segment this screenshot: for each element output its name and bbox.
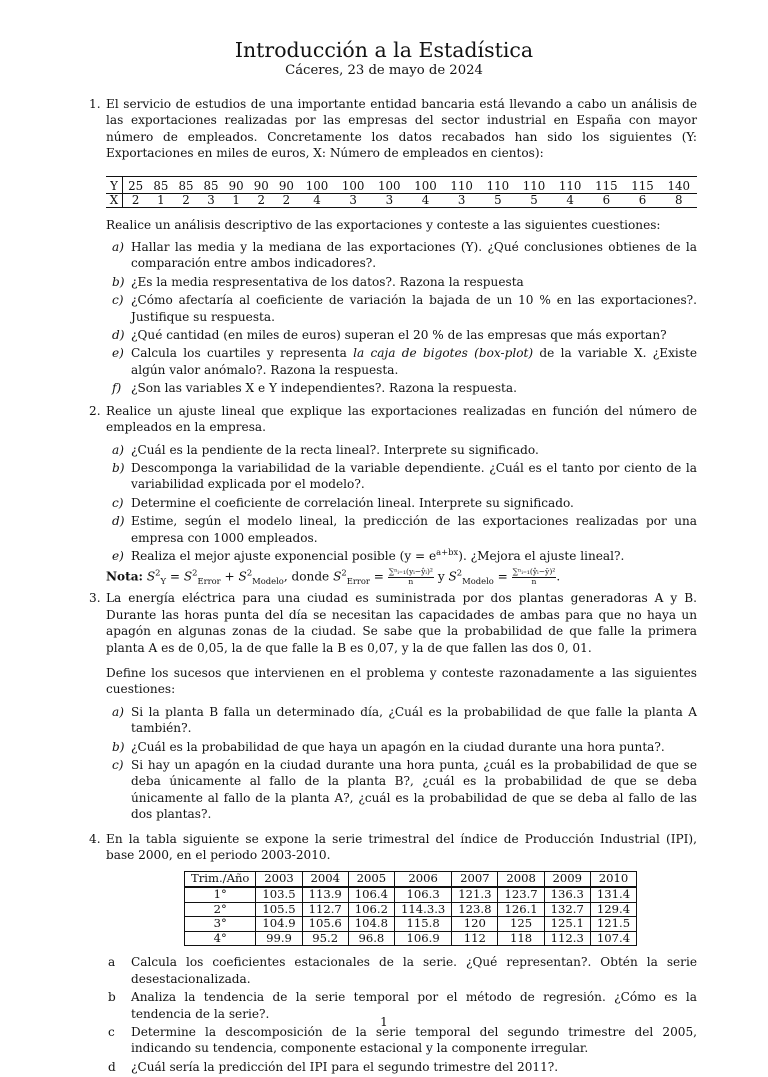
table-cell: 104.9 [256,917,302,932]
table-cell: 110 [552,176,588,193]
table-cell: 115 [624,176,660,193]
item-label: c [108,1025,115,1040]
item-text: ¿Son las variables X e Y independientes?. Razona la respuesta. [131,381,517,396]
table-cell: 2 [249,193,274,207]
item-label: a [108,955,116,970]
exam-content [83,96,697,1077]
table-cell: 3 [199,193,224,207]
list-item [106,345,697,378]
item-label: e) [112,346,124,361]
table-cell: 106.2 [348,902,394,917]
table-cell: 115 [588,176,624,193]
table-row [185,931,637,946]
table-cell: 90 [249,176,274,193]
item-label: d) [112,328,125,343]
table-cell: 110 [444,176,480,193]
table-row [106,176,697,193]
table-cell: 2 [274,193,299,207]
column-header: 2004 [302,872,348,887]
page-number: 1 [380,1015,388,1029]
item-text: Estime, según el modelo lineal, la predicción de las exportaciones realizadas por una empresa con 1000 empleados. [131,514,697,545]
document-subtitle: Cáceres, 23 de mayo de 2024 [285,63,483,78]
item-label: d) [112,514,125,529]
item-text [131,548,697,564]
fraction-error [388,568,434,586]
table-cell: 5 [516,193,552,207]
formula-subscript: Y [160,576,167,587]
table-cell: 118 [498,931,544,946]
table-cell: 125 [498,917,544,932]
table-cell: 113.9 [302,887,348,902]
table-cell: 106.3 [395,887,452,902]
table-cell: 121.5 [590,917,636,932]
table-cell: 95.2 [302,931,348,946]
formula-subscript: Modelo [462,576,494,587]
list-item [106,757,697,823]
table-cell: 126.1 [498,902,544,917]
list-item [106,442,697,458]
table-cell: 103.5 [256,887,302,902]
table-cell: 2 [173,193,198,207]
item-text: Si hay un apagón en la ciudad durante una hora punta, ¿cuál es la probabilidad de que se deba únicamente al fallo de la planta B?, ¿cuál es la probabilidad de que se deba únicamente al fallo de la planta A?, ¿cuál es la probabilidad de que se deba al fallo de las dos plantas?. [131,758,697,822]
table-cell: 85 [199,176,224,193]
table-cell: 120 [452,917,498,932]
table-cell: 140 [661,176,697,193]
x-row-label: X [106,193,123,207]
note-text: , donde [283,569,334,584]
table-cell: 1 [148,193,173,207]
table-cell: 136.3 [544,887,590,902]
table-cell: 123.7 [498,887,544,902]
table-cell: 25 [123,176,149,193]
item-label: a) [112,442,124,457]
item-text: Calcula los coeficientes estacionales de la serie. ¿Qué representan?. Obtén la serie desestacionalizada. [131,955,697,986]
question-4 [83,831,697,1076]
item-label: f) [112,381,122,396]
item-label: a) [112,704,124,719]
table-cell: 3 [335,193,371,207]
question-2 [83,403,697,587]
table-cell: 2° [185,902,256,917]
table-cell: 112.7 [302,902,348,917]
item-label: d [108,1059,116,1074]
item-text: Analiza la tendencia de la serie temporal por el método de regresión. ¿Cómo es la tendencia de la serie?. [131,990,697,1021]
table-cell: 5 [480,193,516,207]
table-cell: 110 [480,176,516,193]
table-cell: 2 [123,193,149,207]
question-3-lead: Define los sucesos que intervienen en el problema y conteste razonadamente a las siguientes cuestiones: [106,665,697,697]
list-item [106,495,697,511]
question-1-lead: Realice un análisis descriptivo de las exportaciones y conteste a las siguientes cuestiones: [106,217,661,232]
table-cell: 105.6 [302,917,348,932]
table-cell: 105.5 [256,902,302,917]
table-cell: 123.8 [452,902,498,917]
list-item [106,460,697,493]
table-cell: 112 [452,931,498,946]
item-text: Determine el coeficiente de correlación lineal. Interprete su significado. [131,495,574,510]
table-row [185,917,637,932]
list-item [106,239,697,272]
table-cell: 106.9 [395,931,452,946]
table-cell: 104.8 [348,917,394,932]
page-header [0,38,768,79]
column-header: 2007 [452,872,498,887]
table-cell: 112.3 [544,931,590,946]
item-text: ¿Cuál sería la predicción del IPI para el segundo trimestre del 2011?. [131,1059,559,1074]
item-label: c) [112,758,124,772]
question-3 [83,590,697,822]
question-1-items [106,239,697,397]
exponent: a+bx [436,546,459,557]
table-cell: 4 [552,193,588,207]
item-text-part: de la variable X. ¿Existe algún valor anómalo?. Razona la respuesta. [131,346,698,377]
column-header: Trim./Año [185,872,256,887]
formula-subscript: Modelo [252,576,284,587]
table-cell: 85 [148,176,173,193]
question-3-intro: La energía eléctrica para una ciudad es suministrada por dos plantas generadoras A y B. Durante las horas punta del día se necesitan las capacidades de ambas para que no haya un apagón en algunas zonas de la ciudad. Se sabe que la probabilidad de que falle la primera planta A es de 0,05, la de que falle la B es 0,07, y la de que fallen las dos 0, 01. [106,591,697,655]
item-text: Hallar las media y la mediana de las exportaciones (Y). ¿Qué conclusiones obtienes de la comparación entre ambos indicadores?. [131,240,697,271]
fraction-numerator: ∑ⁿᵢ₌₁(yᵢ−ŷᵢ)² [388,567,433,577]
list-item [106,274,697,290]
item-label: c) [112,495,124,510]
table-header-row [185,872,637,887]
table-cell: 110 [516,176,552,193]
item-text: ¿Cómo afectaría al coeficiente de variación la bajada de un 10 % en las exportaciones?. Justifique su respuesta. [131,293,697,324]
table-cell: 3 [444,193,480,207]
item-label: e) [112,548,124,563]
table-cell: 6 [624,193,660,207]
item-label: b) [112,460,125,475]
item-text: ¿Cuál es la probabilidad de que haya un apagón en la ciudad durante una hora punta?. [131,739,665,754]
table-cell: 4 [299,193,335,207]
column-header: 2003 [256,872,302,887]
list-item [106,548,697,564]
question-number: 4. [89,831,101,846]
table-cell: 3° [185,917,256,932]
item-text [131,345,697,378]
table-cell: 90 [274,176,299,193]
item-label: b [108,990,116,1005]
formula-note: Nota: $S^2_Y = S^2_{Error} + S^2_{Modelo}$, donde $S^2_{Error}$ = $\frac{\text{∑ⁿᵢ₌₁(yᵢ−ŷᵢ)²}}{n}$ y $S^2_{Modelo}$ = $\frac{\text{∑ⁿᵢ₌₁(ŷᵢ−ȳ)²}}{n}$ . [106,567,561,587]
table-cell: 107.4 [590,931,636,946]
table-cell: 100 [335,176,371,193]
table-cell: 4° [185,931,256,946]
table-cell: 114.3.3 [395,902,452,917]
table-cell: 4 [407,193,443,207]
column-header: 2006 [395,872,452,887]
table-cell: 132.7 [544,902,590,917]
table-cell: 100 [299,176,335,193]
list-item [106,380,697,396]
question-1 [83,96,697,397]
item-text-part: Calcula los cuartiles y representa [131,346,354,361]
question-2-intro: Realice un ajuste lineal que explique las exportaciones realizadas en función del número de empleados en la empresa. [106,403,697,435]
table-cell: 125.1 [544,917,590,932]
table-cell: 1° [185,887,256,902]
table-cell: 6 [588,193,624,207]
fraction-denominator: n [408,576,414,586]
column-header: 2008 [498,872,544,887]
list-item [106,513,697,546]
item-label: b) [112,739,125,754]
item-text-part: Realiza el mejor ajuste exponencial posible (y = e [131,548,437,563]
list-item [106,292,697,325]
table-cell: 131.4 [590,887,636,902]
formula-subscript: Error [197,576,221,587]
column-header: 2010 [590,872,636,887]
table-cell: 106.4 [348,887,394,902]
question-2-items [106,442,697,565]
item-text-part: ). ¿Mejora el ajuste lineal?. [458,548,625,563]
table-cell: 85 [173,176,198,193]
column-header: 2009 [544,872,590,887]
table-cell: 8 [661,193,697,207]
fraction-denominator: n [531,576,537,586]
item-text: ¿Qué cantidad (en miles de euros) superan el 20 % de las empresas que más exportan? [131,328,667,343]
list-item [106,954,697,987]
item-text: Determine la descomposición de la serie temporal del segundo trimestre del 2005, indicando su tendencia, componente estacional y la componente irregular. [131,1025,697,1056]
table-cell: 115.8 [395,917,452,932]
item-text: Descomponga la variabilidad de la variable dependiente. ¿Cuál es el tanto por ciento de la variabilidad explicada por el modelo?. [131,460,697,492]
y-row-label: Y [106,176,123,193]
question-1-intro: El servicio de estudios de una importante entidad bancaria está llevando a cabo un análisis de las exportaciones realizadas por las empresas del sector industrial en España con mayor número de empleados. Concretamente los datos recabados han sido los siguientes (Y: Exportaciones en miles de euros, X: Número de empleados en cientos): [106,97,697,161]
question-4-intro: En la tabla siguiente se expone la serie trimestral del índice de Producción Industrial (IPI), base 2000, en el periodo 2003-2010. [106,831,697,863]
fraction-modelo [512,568,557,586]
fraction-numerator: ∑ⁿᵢ₌₁(ŷᵢ−ȳ)² [512,567,556,577]
list-item [106,327,697,343]
yx-data-table [106,176,697,208]
formula-subscript: Error [346,576,370,587]
item-label: c) [112,293,124,308]
table-cell: 3 [371,193,407,207]
table-cell: 99.9 [256,931,302,946]
question-number: 2. [89,403,101,418]
item-label: b) [112,274,125,289]
list-item [106,704,697,737]
table-row [106,193,697,207]
table-cell: 90 [224,176,249,193]
note-text: y [433,569,449,584]
document-title: Introducción a la Estadística [234,38,534,62]
question-number: 3. [89,591,101,606]
table-cell: 100 [407,176,443,193]
table-cell: 129.4 [590,902,636,917]
ipi-table [184,871,637,946]
question-number: 1. [89,97,101,111]
list-item [106,1059,697,1075]
formula-symbol: S [146,569,156,584]
table-row [185,887,637,902]
item-text: ¿Cuál es la pendiente de la recta lineal?. Interprete su significado. [131,442,539,457]
table-cell: 121.3 [452,887,498,902]
table-cell: 96.8 [348,931,394,946]
item-text: ¿Es la media respresentativa de los datos?. Razona la respuesta [131,274,524,289]
note-label: Nota: [106,569,144,584]
question-3-items [106,704,697,823]
item-text: Si la planta B falla un determinado día, ¿Cuál es la probabilidad de que falle la planta A también?. [131,704,697,736]
table-cell: 100 [371,176,407,193]
table-row [185,902,637,917]
item-text-emphasis: la caja de bigotes (box-plot) [353,346,534,361]
list-item [106,739,697,755]
item-label: a) [112,240,124,255]
column-header: 2005 [348,872,394,887]
table-cell: 1 [224,193,249,207]
